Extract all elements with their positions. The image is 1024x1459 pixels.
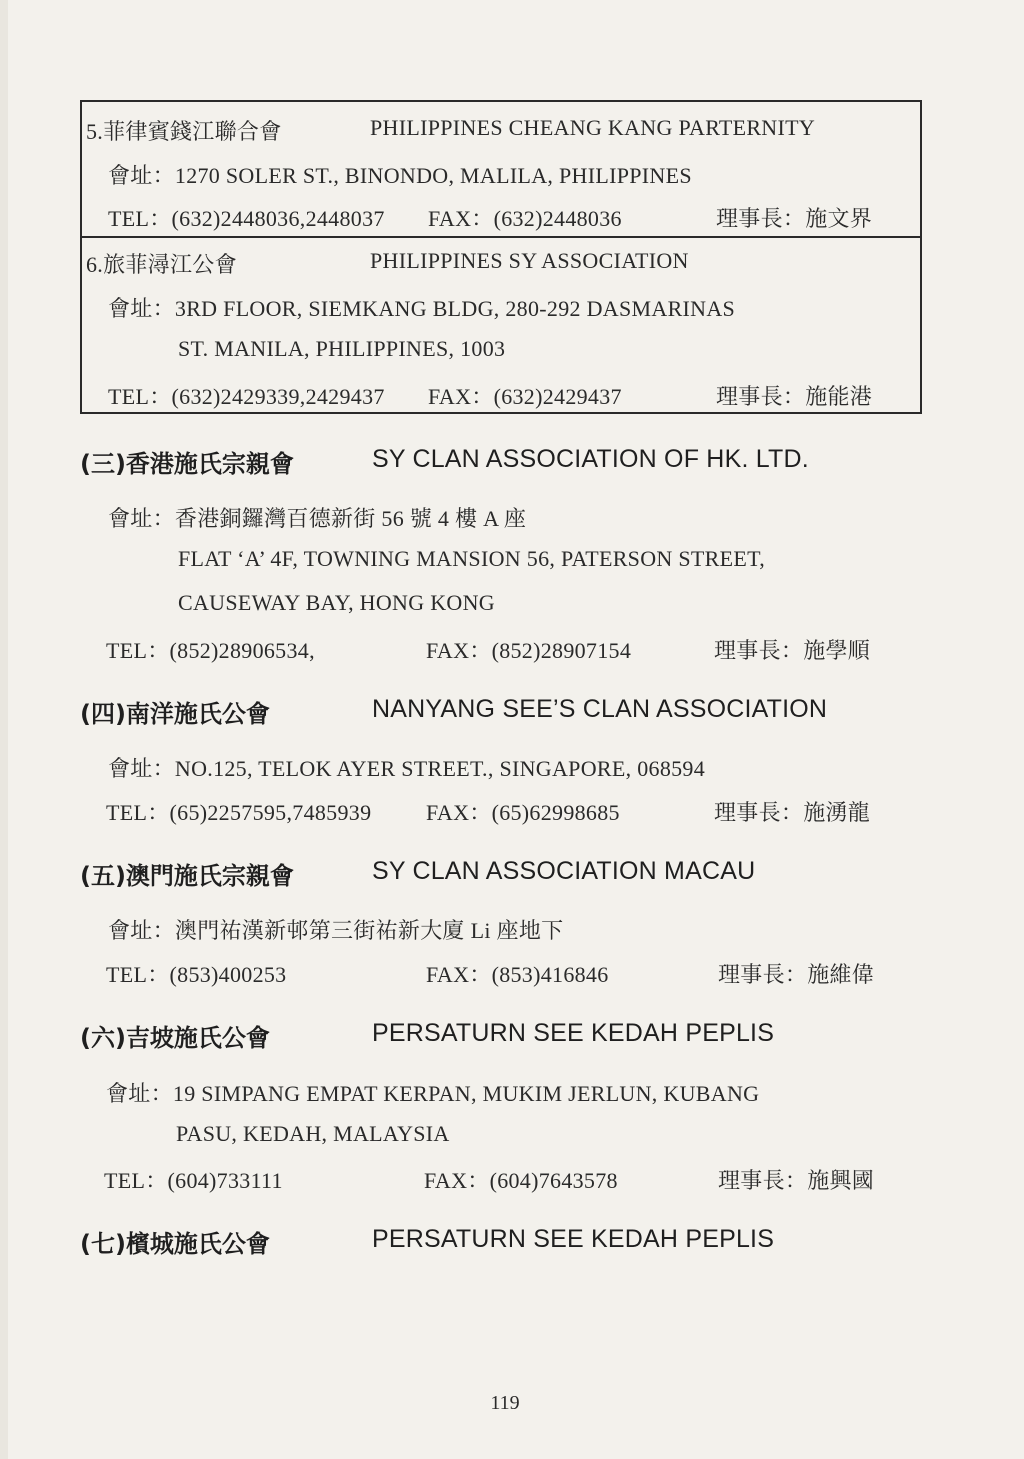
section-3-fax: FAX：(852)28907154 (426, 638, 632, 663)
entry-6-address-line: ST. MANILA, PHILIPPINES, 1003 (178, 336, 506, 361)
section-4-chairman: 理事長：施湧龍 (714, 800, 871, 825)
section-4-address-line: 會址：NO.125, TELOK AYER STREET., SINGAPORE, 068594 (108, 756, 706, 781)
entry-6-chairman: 理事長：施能港 (716, 384, 873, 409)
entry-5-chairman: 理事長：施文界 (716, 206, 873, 231)
section-5-heading-en: SY CLAN ASSOCIATION MACAU (372, 857, 756, 885)
section-3-address-line: FLAT ‘A’ 4F, TOWNING MANSION 56, PATERSON STREET, (178, 546, 766, 571)
section-6-heading-cn: (六)吉坡施氏公會 (80, 1024, 270, 1052)
section-7-heading-cn: (七)檳城施氏公會 (80, 1230, 270, 1258)
section-4-heading-cn: (四)南洋施氏公會 (80, 700, 270, 728)
section-4-fax: FAX：(65)62998685 (426, 800, 620, 825)
entry-5-fax: FAX：(632)2448036 (428, 206, 622, 231)
section-6-tel: TEL：(604)733111 (104, 1168, 283, 1193)
section-4-heading-en: NANYANG SEE’S CLAN ASSOCIATION (372, 695, 828, 723)
entry-5-title-en: PHILIPPINES CHEANG KANG PARTERNITY (370, 115, 816, 140)
page-number: 119 (490, 1392, 520, 1414)
section-3-tel: TEL：(852)28906534, (106, 638, 315, 663)
entry-5-address-line: 會址：1270 SOLER ST., BINONDO, MALILA, PHILIPPINES (108, 163, 692, 188)
section-5-tel: TEL：(853)400253 (106, 962, 287, 987)
entry-6-title-cn: 6.旅菲潯江公會 (86, 252, 237, 277)
section-4-tel: TEL：(65)2257595,7485939 (106, 800, 372, 825)
section-3-address-line: 會址：香港銅鑼灣百德新街 56 號 4 樓 A 座 (108, 506, 527, 531)
entry-6-title-en: PHILIPPINES SY ASSOCIATION (370, 248, 689, 273)
entry-6-tel: TEL：(632)2429339,2429437 (108, 384, 385, 409)
section-6-heading-en: PERSATURN SEE KEDAH PEPLIS (372, 1019, 775, 1047)
section-3-chairman: 理事長：施學順 (714, 638, 871, 663)
section-5-address-line: 會址：澳門祐漢新邨第三街祐新大廈 Li 座地下 (108, 918, 564, 943)
section-3-heading-en: SY CLAN ASSOCIATION OF HK. LTD. (372, 445, 809, 473)
section-6-address-line: PASU, KEDAH, MALAYSIA (176, 1121, 450, 1146)
entry-6-address-line: 會址：3RD FLOOR, SIEMKANG BLDG, 280-292 DASMARINAS (108, 296, 736, 321)
section-6-fax: FAX：(604)7643578 (424, 1168, 618, 1193)
entry-5-title-cn: 5.菲律賓錢江聯合會 (86, 119, 282, 144)
section-7-heading-en: PERSATURN SEE KEDAH PEPLIS (372, 1225, 775, 1253)
entry-5-tel: TEL：(632)2448036,2448037 (108, 206, 385, 231)
section-3-heading-cn: (三)香港施氏宗親會 (80, 450, 294, 478)
page-edge (0, 0, 8, 1459)
section-6-address-line: 會址：19 SIMPANG EMPAT KERPAN, MUKIM JERLUN, KUBANG (106, 1081, 760, 1106)
section-5-fax: FAX：(853)416846 (426, 962, 609, 987)
section-3-address-line: CAUSEWAY BAY, HONG KONG (178, 590, 495, 615)
section-6-chairman: 理事長：施興國 (718, 1168, 875, 1193)
section-5-chairman: 理事長：施維偉 (718, 962, 875, 987)
entry-6-fax: FAX：(632)2429437 (428, 384, 622, 409)
section-5-heading-cn: (五)澳門施氏宗親會 (80, 862, 294, 890)
